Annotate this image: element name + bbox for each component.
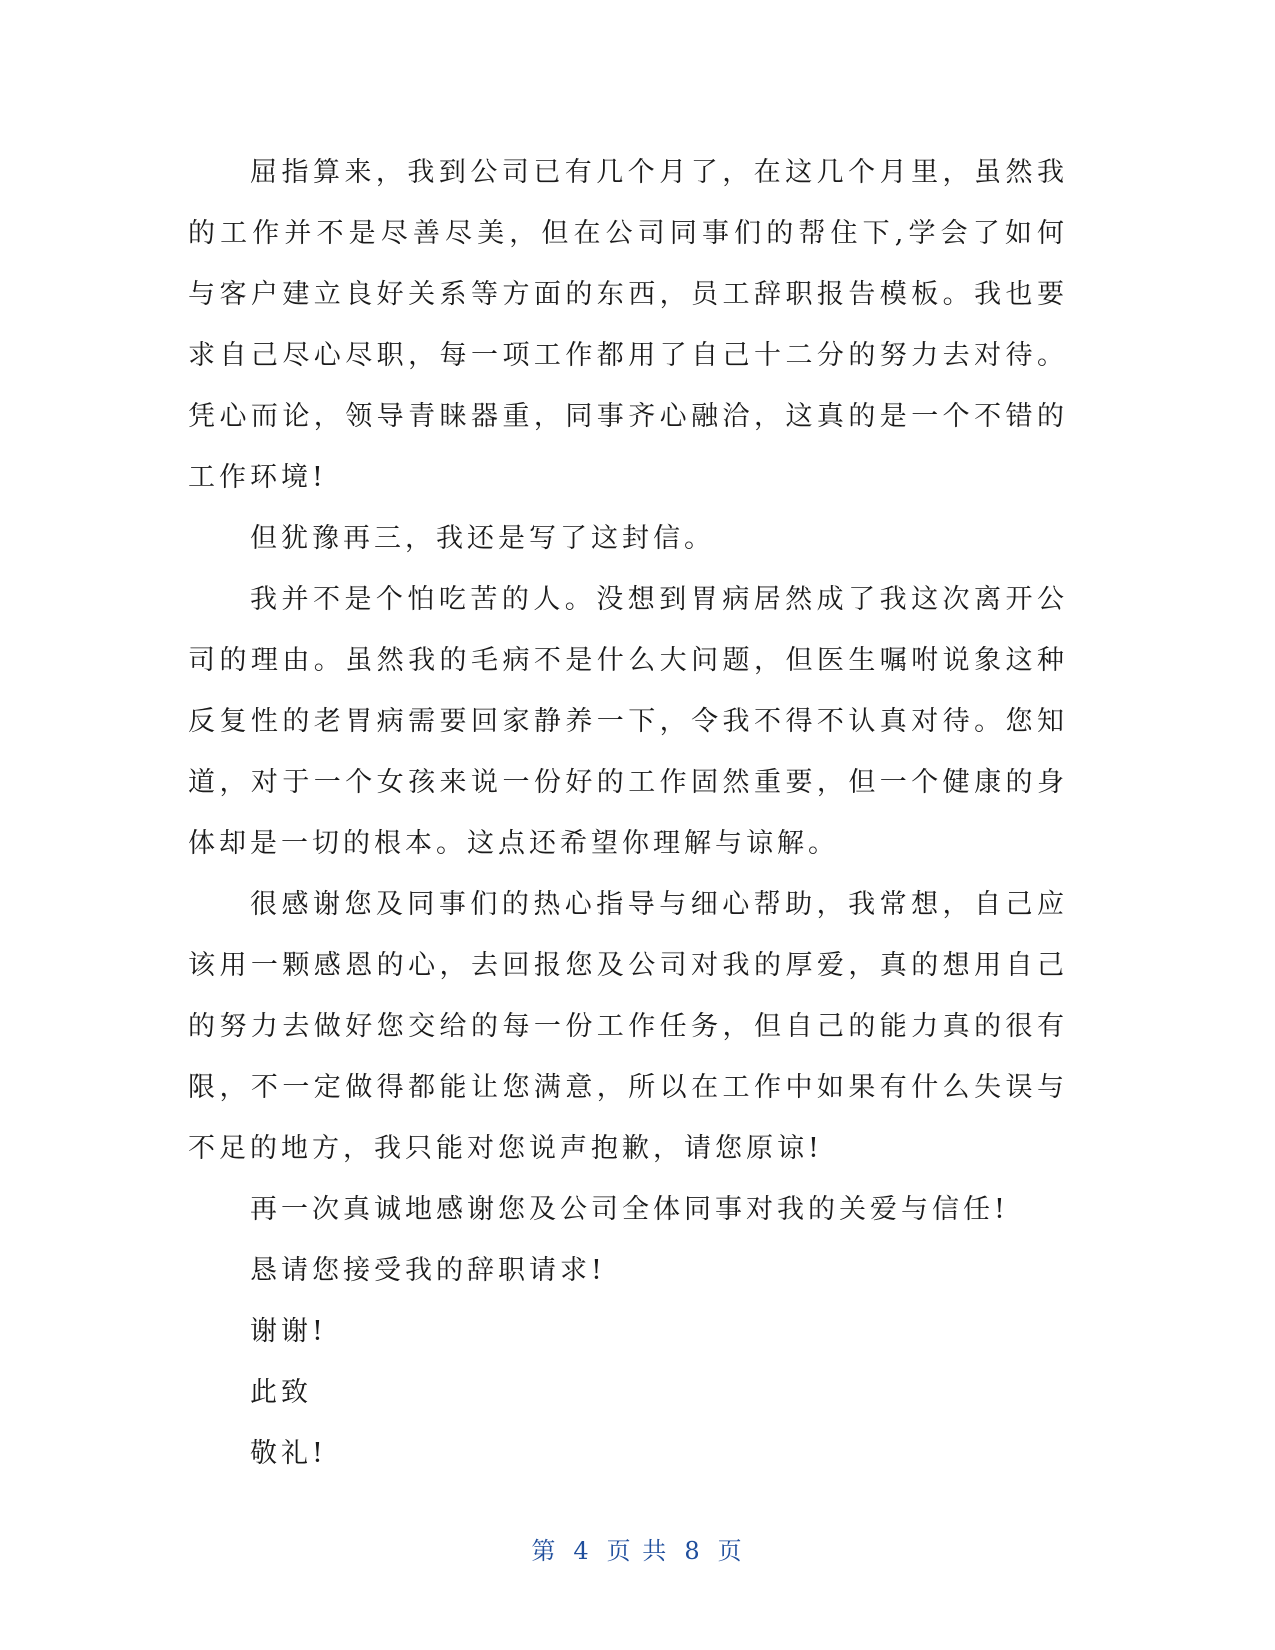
- paragraph-closing: 此致: [250, 1377, 312, 1408]
- paragraph-reason: 我并不是个怕吃苦的人。没想到胃病居然成了我这次离开公司的理由。虽然我的毛病不是什么大问题，但医生嘱咐说象这种反复性的老胃病需要回家静养一下，令我不得不认真对待。您知道，对于一个女孩来说一份好的工作固然重要，但一个健康的身体却是一切的根本。这点还希望你理解与谅解。: [188, 584, 1068, 859]
- footer-total-pages: 8: [684, 1537, 702, 1565]
- letter-body: [188, 142, 1068, 1484]
- footer-suffix: 页: [717, 1537, 744, 1565]
- paragraph-thanks-again: 再一次真诚地感谢您及公司全体同事对我的关爱与信任!: [250, 1194, 1009, 1225]
- paragraph-hesitation: 但犹豫再三，我还是写了这封信。: [250, 523, 715, 554]
- paragraph-thank-you: 谢谢!: [250, 1316, 327, 1347]
- footer-middle: 页 共: [606, 1537, 669, 1565]
- paragraph-request: 恳请您接受我的辞职请求!: [250, 1255, 606, 1286]
- paragraph-salute: 敬礼!: [250, 1438, 327, 1469]
- footer-current-page: 4: [573, 1537, 591, 1565]
- paragraph-intro: 屈指算来，我到公司已有几个月了，在这几个月里，虽然我的工作并不是尽善尽美，但在公司同事们的帮住下,学会了如何与客户建立良好关系等方面的东西，员工辞职报告模板。我也要求自己尽心尽职，每一项工作都用了自己十二分的努力去对待。凭心而论，领导青睐器重，同事齐心融洽，这真的是一个不错的工作环境!: [188, 157, 1068, 493]
- footer-prefix: 第: [531, 1537, 558, 1565]
- page-footer: [0, 1531, 1275, 1566]
- paragraph-gratitude: 很感谢您及同事们的热心指导与细心帮助，我常想，自己应该用一颗感恩的心，去回报您及公司对我的厚爱，真的想用自己的努力去做好您交给的每一份工作任务，但自己的能力真的很有限，不一定做得都能让您满意，所以在工作中如果有什么失误与不足的地方，我只能对您说声抱歉，请您原谅!: [188, 889, 1068, 1164]
